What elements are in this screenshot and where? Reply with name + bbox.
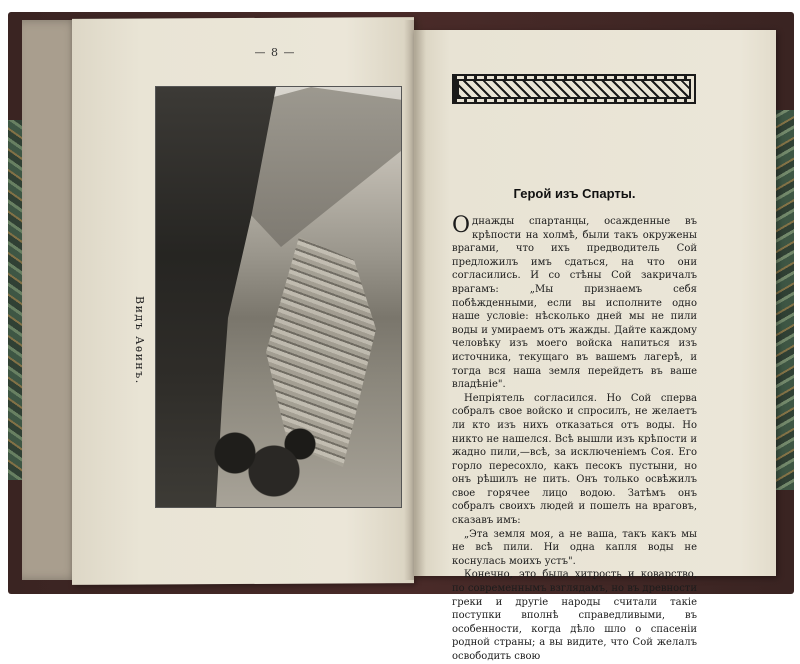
photo-caption: Видъ Аѳинъ.	[133, 296, 146, 385]
paragraph: „Эта земля моя, а не ваша, такъ какъ мы не всѣ пили. Ни одна капля воды не коснулась моихъ устъ".	[452, 528, 697, 567]
ornament-header	[452, 74, 696, 104]
photo-ridge	[251, 87, 401, 247]
book-gutter	[404, 20, 426, 580]
chapter-title: Герой изъ Спарты.	[513, 186, 636, 201]
paragraph: Непріятель согласился. Но Сой сперва собралъ свое войско и спросилъ, не желаетъ ли кто изъ нихъ отказаться отъ воды. Но никто не нашелся. Всѣ вышли изъ крѣпости и жадно пили,—всѣ, за исключеніемъ Соя. Его горло пересохло, какъ песокъ пустыни, но онъ рѣшилъ не пить. Онъ только освѣжилъ свое горячее лицо водою. Затѣмъ онъ собралъ своихъ людей и пошелъ на враговъ, сказавъ имъ:	[452, 392, 697, 527]
illustration-photo	[155, 86, 402, 508]
photo-trees	[196, 417, 326, 507]
paragraph: Однажды спартанцы, осажденные въ крѣпости на холмѣ, были такъ окружены врагами, что ихъ предводитель Сой предложилъ имъ сдаться, на что они согласились. И со стѣны Сой закричалъ врагамъ: „Мы признаемъ себя побѣжденными, если вы исполните одно наше условіе: нѣсколько дней мы не пили воды и умираемъ отъ жажды. Дайте каждому человѣку изъ моего войска напиться изъ источника, текущаго въ вашемъ лагерѣ, и тогда вся наша земля перейдетъ въ ваше владѣніе".	[452, 213, 697, 391]
chapter-body	[452, 213, 697, 662]
paragraph: Конечно, это была хитрость и коварство, по современнымъ взглядамъ, но въ древности греки и другіе народы считали такіе поступки вполнѣ справедливыми, въ особенности, когда дѣло шло о спасеніи родной страны; а вы видите, что Сой желалъ освободить свою	[452, 569, 697, 662]
page-number: — 8 —	[254, 46, 296, 59]
